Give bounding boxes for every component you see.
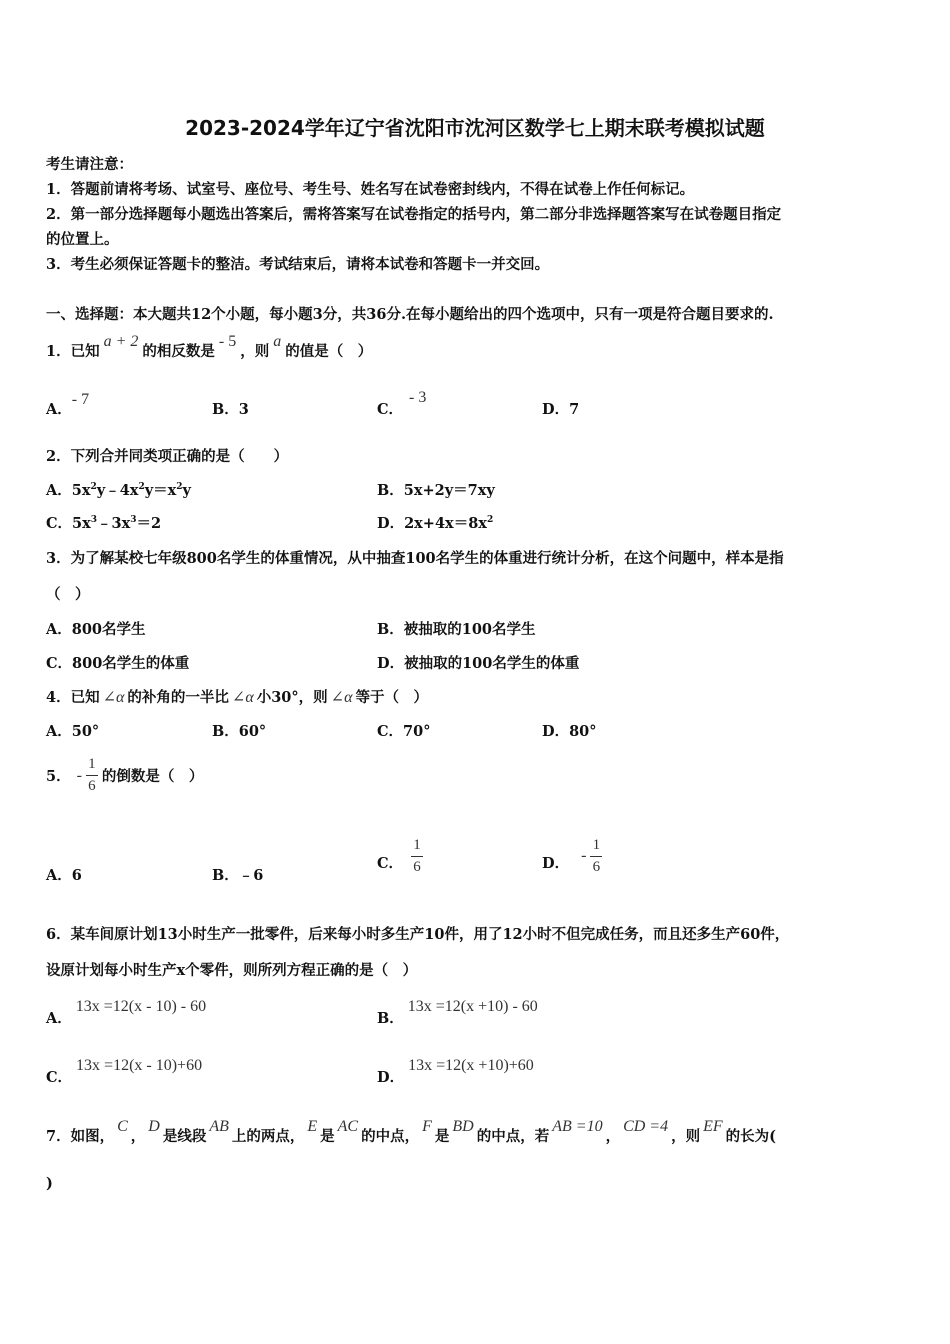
angle-alpha: ∠α — [330, 689, 353, 706]
question-5: 5． - $\frac{1}{6}$ 的倒数是（ ） — [46, 756, 204, 794]
q5-option-a: A．6 — [46, 867, 82, 884]
q5-option-c: C． $\frac{1}{6}$ — [377, 838, 423, 875]
q3-option-d: D．被抽取的100名学生的体重 — [377, 655, 580, 672]
question-2: 2．下列合并同类项正确的是（ ） — [46, 448, 289, 465]
q4-option-b: B．60° — [212, 723, 267, 740]
q1-option-a: A．- 7 — [46, 391, 90, 418]
q1-num: 1．已知 — [46, 343, 100, 360]
question-7: 7．如图，C，D是线段AB上的两点，E是AC的中点，F是BD的中点，若AB =10，CD =4，则EF的长为( — [46, 1118, 777, 1145]
section-heading: 一、选择题：本大题共12个小题，每小题3分，共36分.在每小题给出的四个选项中，只有一项是符合题目要求的. — [46, 306, 774, 323]
q1-option-c-value: - 3 — [409, 389, 427, 406]
q6-option-c: C．13x =12(x - 10)+60 — [46, 1057, 203, 1086]
question-7-cont: ) — [46, 1175, 53, 1192]
q6-option-b: B．13x =12(x +10) - 60 — [377, 998, 538, 1027]
q1-option-d: D．7 — [542, 401, 580, 418]
notice-heading: 考生请注意： — [46, 156, 133, 173]
q1-expr: a + 2 — [103, 333, 139, 350]
angle-alpha: ∠α — [102, 689, 125, 706]
q2-option-b: B．5x+2y＝7xy — [377, 482, 495, 499]
q4-option-d: D．80° — [542, 723, 597, 740]
question-6-cont: 设原计划每小时生产x个零件，则所列方程正确的是（ ） — [46, 962, 418, 979]
page-title: 2023-2024学年辽宁省沈阳市沈河区数学七上期末联考模拟试题 — [185, 116, 765, 140]
question-3: 3．为了解某校七年级800名学生的体重情况，从中抽查100名学生的体重进行统计分析，在这个问题中，样本是指 — [46, 550, 784, 567]
angle-alpha: ∠α — [231, 689, 254, 706]
q3-option-a: A．800名学生 — [46, 621, 146, 638]
notice-item: 1．答题前请将考场、试室号、座位号、考生号、姓名写在试卷密封线内，不得在试卷上作任何标记。 — [46, 181, 695, 198]
q2-option-a: A．$5x^2y﹣4x^2y=x^2y$ — [46, 482, 191, 499]
q1-option-b: B．3 — [212, 401, 249, 418]
equation: 13x =12(x +10)+60 — [408, 1057, 534, 1074]
question-3-cont: （ ） — [46, 586, 90, 603]
q1-end: 的值是（ ） — [285, 343, 373, 360]
q4-option-a: A．50° — [46, 723, 100, 740]
question-4: 4．已知 ∠α 的补角的一半比 ∠α 小30°，则 ∠α 等于（ ） — [46, 689, 428, 706]
q1-val: - 5 — [218, 333, 237, 350]
question-6: 6．某车间原计划13小时生产一批零件，后来每小时多生产10件，用了12小时不但完成任务，而且还多生产60件， — [46, 926, 790, 943]
q6-option-a: A．13x =12(x - 10) - 60 — [46, 998, 207, 1027]
q1-option-c: C．- 3 — [377, 389, 427, 418]
q5-option-d: D． - $\frac{1}{6}$ — [542, 838, 602, 875]
q1-option-a-value: - 7 — [71, 391, 90, 408]
q3-option-b: B．被抽取的100名学生 — [377, 621, 536, 638]
q4-option-c: C．70° — [377, 723, 431, 740]
fraction: $\frac{1}{6}$ — [590, 838, 602, 875]
q5-option-b: B．﹣6 — [212, 867, 264, 884]
q2-option-c: C．$5x^3﹣3x^3=2$ — [46, 515, 162, 532]
q1-comma: ，则 — [240, 343, 270, 360]
notice-item: 2．第一部分选择题每小题选出答案后，需将答案写在试卷指定的括号内，第二部分非选择题答案写在试卷题目指定 — [46, 206, 782, 223]
q3-option-c: C．800名学生的体重 — [46, 655, 190, 672]
q2-option-d: D．$2x+4x=8x^2$ — [377, 515, 494, 532]
q1-var: a — [273, 333, 282, 350]
fraction: $\frac{1}{6}$ — [411, 838, 423, 875]
fraction: $\frac{1}{6}$ — [86, 757, 98, 794]
equation: 13x =12(x - 10) - 60 — [75, 998, 207, 1015]
question-1 — [46, 333, 373, 361]
notice-item: 的位置上。 — [46, 231, 119, 248]
notice-item: 3．考生必须保证答题卡的整洁。考试结束后，请将本试卷和答题卡一并交回。 — [46, 256, 550, 273]
q1-mid: 的相反数是 — [142, 343, 215, 360]
q6-option-d: D．13x =12(x +10)+60 — [377, 1057, 534, 1086]
equation: 13x =12(x - 10)+60 — [76, 1057, 203, 1074]
equation: 13x =12(x +10) - 60 — [407, 998, 538, 1015]
